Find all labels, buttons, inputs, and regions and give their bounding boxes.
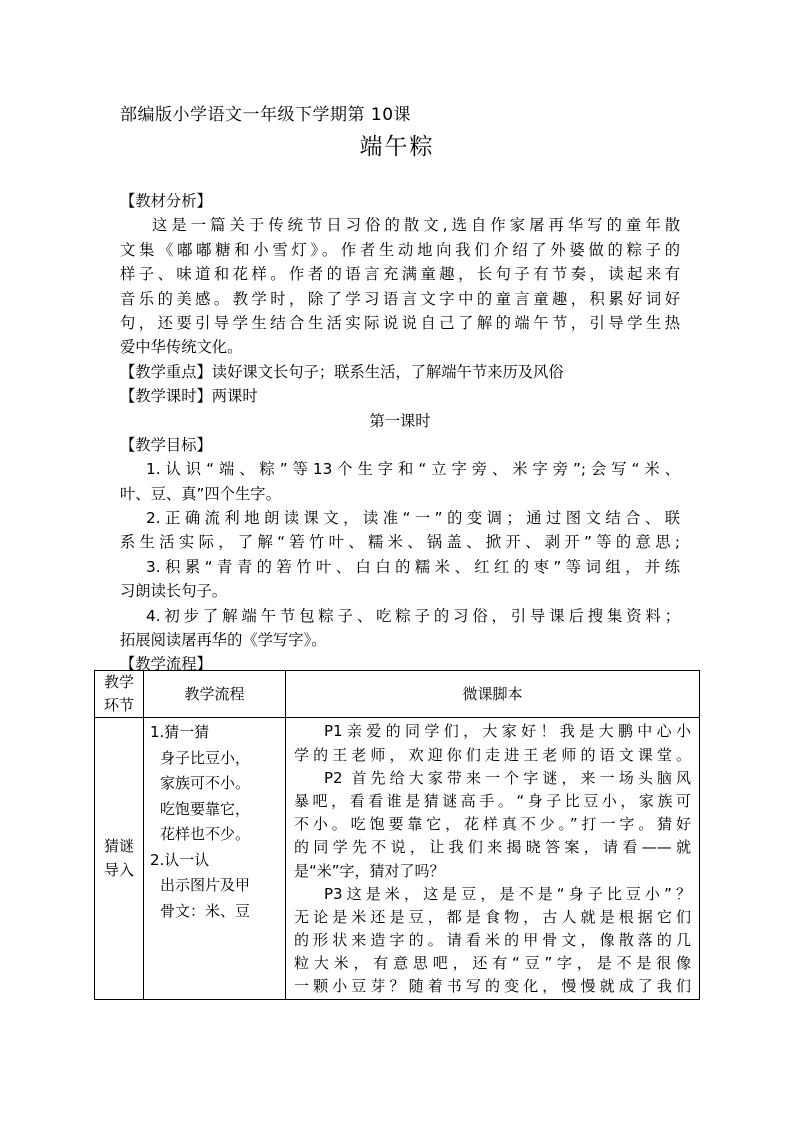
objective-line: 4.初步了解端午节包粽子、吃粽子的习俗，引导课后搜集资料； <box>146 606 680 625</box>
table-header-row <box>95 671 700 718</box>
objective-line: 1.认识“端、粽”等13个生字和“立字旁、米字旁”;会写“米、 <box>146 460 680 479</box>
analysis-line: 爱中华传统文化。 <box>120 338 243 357</box>
script-line: P3这是米，这是豆，是不是“身子比豆小”？ <box>324 884 691 903</box>
objective-line: 拓展阅读屠再华的《学写字》。 <box>120 631 327 650</box>
lesson-title: 端午粽 <box>359 134 435 160</box>
analysis-line: 句，还要引导学生结合生活实际说说自己了解的端午节，引导学生热 <box>120 313 680 332</box>
objective-line: 3.积累“青青的箬竹叶、白白的糯米、红红的枣”等词组，并练 <box>146 557 680 576</box>
header-micro-lesson-script: 微课脚本 <box>286 671 700 718</box>
script-line: 的同学先不说，让我们来揭晓答案，请看——就 <box>294 838 691 857</box>
flow-line: 家族可不小。 <box>160 774 251 793</box>
script-line: 的形状来造字的。请看米的甲骨文，像散落的几 <box>294 931 691 950</box>
script-line: 是“米”字，猜对了吗？ <box>294 861 445 880</box>
objectives-heading: 【教学目标】 <box>120 435 212 454</box>
table-row <box>95 718 700 999</box>
script-line: 一颗小豆芽？随着书写的变化，慢慢就成了我们 <box>294 977 691 996</box>
flow-line: 出示图片及甲 <box>160 876 251 895</box>
key-points-heading: 【教学重点】 <box>120 362 212 381</box>
class-periods-text: 两课时 <box>211 387 258 406</box>
lesson-plan-body <box>120 189 680 677</box>
class-periods-heading: 【教学课时】 <box>120 387 212 406</box>
analysis-line: 音乐的美感。教学时，除了学习语言文字中的童言童趣，积累好词好 <box>120 289 680 308</box>
class-periods <box>120 384 680 408</box>
key-points <box>120 360 680 384</box>
script-line: 学的王老师，欢迎你们走进王老师的语文课堂。 <box>294 745 691 764</box>
step-line: 猜谜 <box>103 837 134 856</box>
flow-line: 身子比豆小， <box>160 748 251 767</box>
script-line: P2 首先给大家带来一个字谜，来一场头脑风 <box>324 768 691 787</box>
flow-line: 骨文：米、豆 <box>160 901 251 920</box>
header-step-line: 教学 <box>103 673 134 691</box>
flow-line: 吃饱要靠它， <box>160 799 251 818</box>
script-line: 暴吧，看看谁是猜谜高手。“身子比豆小，家族可 <box>294 791 691 810</box>
script-line: 无论是米还是豆，都是食物，古人就是根据它们 <box>294 907 691 926</box>
header-teaching-step <box>95 671 144 718</box>
analysis-line: 这是一篇关于传统节日习俗的散文,选自作家屠再华写的童年散 <box>152 216 680 235</box>
first-period-label: 第一课时 <box>369 411 431 430</box>
analysis-heading: 【教材分析】 <box>120 192 212 210</box>
flow-line: 花样也不少。 <box>160 825 251 844</box>
process-heading: 【教学流程】 <box>120 655 212 674</box>
header-step-line: 环节 <box>103 696 134 715</box>
analysis-line: 样子、味道和花样。作者的语言充满童趣，长句子有节奏，读起来有 <box>120 265 680 284</box>
course-header: 部编版小学语文一年级下学期第 10课 <box>120 105 412 125</box>
script-line: 粒大米，有意思吧，还有“豆”字，是不是很像 <box>294 954 691 973</box>
objective-line: 2.正确流利地朗读课文，读准“一”的变调；通过图文结合、联 <box>146 509 680 528</box>
flow-line: 1.猜一猜 <box>150 723 210 742</box>
header-teaching-flow: 教学流程 <box>144 671 286 718</box>
flow-line: 2.认一认 <box>150 850 210 869</box>
script-cell <box>286 718 700 999</box>
step-cell <box>95 718 144 999</box>
objective-line: 习朗读长句子。 <box>120 582 228 601</box>
key-points-text: 读好课文长句子；联系生活，了解端午节来历及风俗 <box>211 362 564 381</box>
step-line: 导入 <box>103 860 134 879</box>
objective-line: 叶、豆、真”四个生字。 <box>120 484 281 503</box>
analysis-line: 文集《嘟嘟糖和小雪灯》。作者生动地向我们介绍了外婆做的粽子的 <box>120 240 680 259</box>
script-line: 不小。吃饱要靠它，花样真不少。”打一字。猜好 <box>294 815 691 834</box>
objective-line: 系生活实际，了解“箬竹叶、糯米、锅盖、掀开、剥开”等的意思; <box>120 533 680 552</box>
script-line: P1亲爱的同学们，大家好！我是大鹏中心小 <box>324 722 691 741</box>
teaching-process-table <box>94 670 700 1000</box>
flow-cell <box>144 718 286 999</box>
